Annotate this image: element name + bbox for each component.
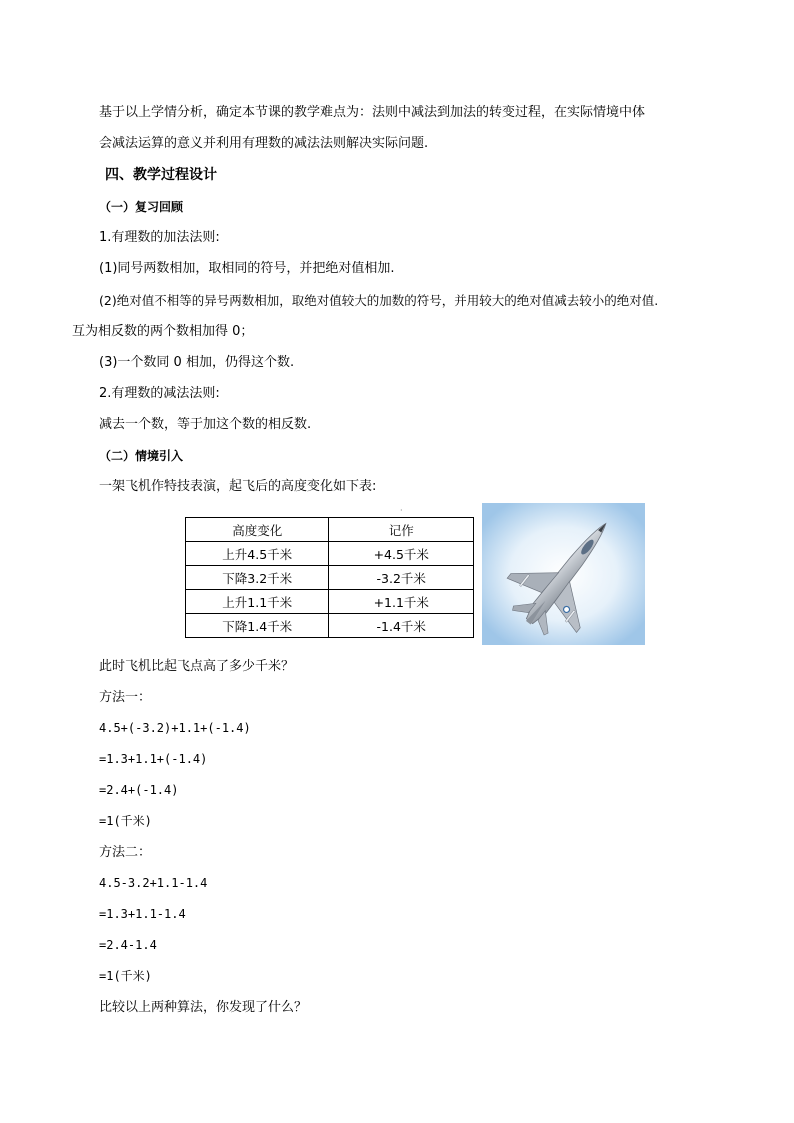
method-1-step: =2.4+(-1.4) [99, 783, 179, 797]
sub-rule: 减去一个数，等于加这个数的相反数. [99, 417, 312, 432]
context-heading: （二）情境引入 [99, 449, 184, 463]
method-2-label: 方法二： [99, 845, 152, 860]
altitude-table [185, 517, 474, 638]
table-header-row [186, 518, 474, 542]
fighter-jet-icon [482, 503, 645, 645]
add-rule-title: 1.有理数的加法法则: [99, 230, 220, 245]
context-question: 此时飞机比起飞点高了多少千米？ [99, 659, 295, 674]
add-rule-2-line-1: (2)绝对值不相等的异号两数相加，取绝对值较大的加数的符号，并用较大的绝对值减去较小的绝对值. [99, 293, 659, 308]
sub-rule-title: 2.有理数的减法法则: [99, 386, 220, 401]
method-2-step: =2.4-1.4 [99, 938, 157, 952]
table-cell: +4.5千米 [329, 542, 474, 566]
intro-line-1: 基于以上学情分析，确定本节课的教学难点为：法则中减法到加法的转变过程，在实际情境中体 [99, 105, 646, 120]
intro-line-2: 会减法运算的意义并利用有理数的减法法则解决实际问题. [99, 136, 429, 151]
table-cell: -3.2千米 [329, 566, 474, 590]
method-1-step: =1.3+1.1+(-1.4) [99, 752, 208, 766]
table-cell: -1.4千米 [329, 614, 474, 638]
table-header-cell: 记作 [329, 518, 474, 542]
method-2-step: =1(千米) [99, 969, 152, 983]
method-1-step: 4.5+(-3.2)+1.1+(-1.4) [99, 721, 251, 735]
method-2-step: 4.5-3.2+1.1-1.4 [99, 876, 208, 890]
table-cell: 上升4.5千米 [186, 542, 329, 566]
add-rule-3: (3)一个数同 0 相加，仍得这个数. [99, 355, 295, 370]
table-header-cell: 高度变化 [186, 518, 329, 542]
table-cell: 上升1.1千米 [186, 590, 329, 614]
closing-question: 比较以上两种算法，你发现了什么？ [99, 1000, 308, 1015]
add-rule-1: (1)同号两数相加，取相同的符号，并把绝对值相加. [99, 261, 395, 276]
table-cell: 下降1.4千米 [186, 614, 329, 638]
section-heading: 四、教学过程设计 [105, 167, 217, 183]
method-2-step: =1.3+1.1-1.4 [99, 907, 186, 921]
table-row [186, 614, 474, 638]
stray-dot: · [400, 506, 403, 515]
add-rule-2-line-2: 互为相反数的两个数相加得 0； [72, 324, 254, 339]
method-1-step: =1(千米) [99, 814, 152, 828]
jet-illustration [482, 503, 645, 645]
table-cell: 下降3.2千米 [186, 566, 329, 590]
table-row [186, 566, 474, 590]
table-row [186, 590, 474, 614]
review-heading: （一）复习回顾 [99, 200, 184, 214]
table-row [186, 542, 474, 566]
method-1-label: 方法一： [99, 690, 152, 705]
table-cell: +1.1千米 [329, 590, 474, 614]
context-intro: 一架飞机作特技表演，起飞后的高度变化如下表: [99, 479, 377, 494]
